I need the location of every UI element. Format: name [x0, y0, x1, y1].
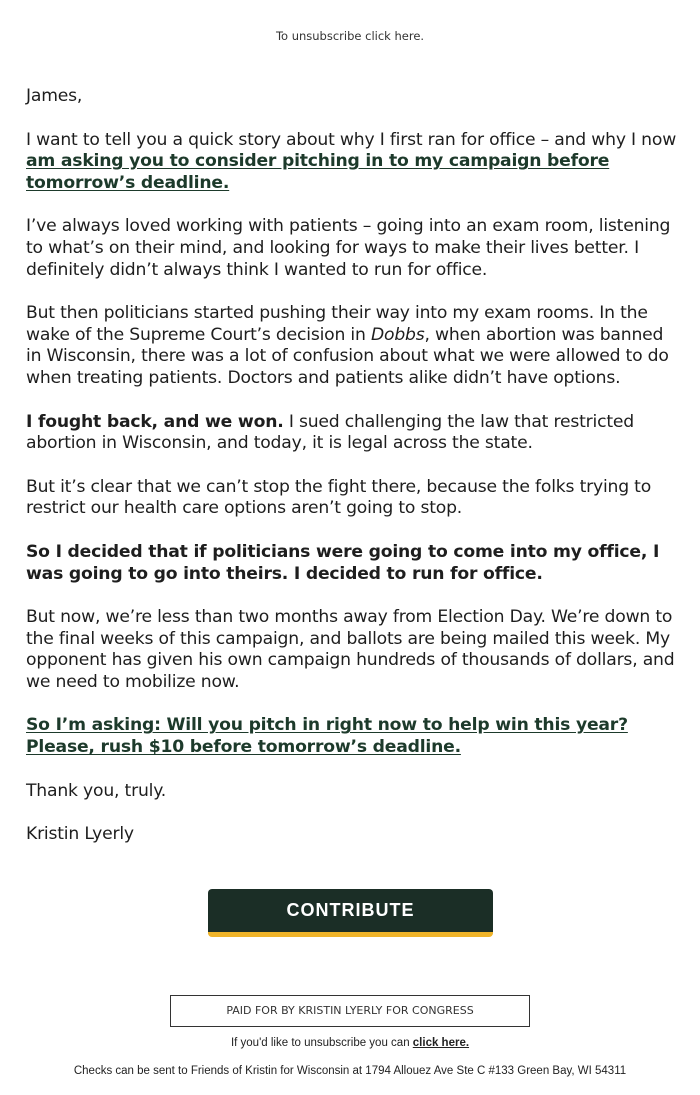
contribute-button[interactable]: CONTRIBUTE: [208, 889, 493, 937]
greeting: James,: [26, 86, 83, 106]
paragraph-patients: I’ve always loved working with patients – going into an exam room, listening to what’s on their mind, and looking for ways to make their lives better. I definitely didn’t always think I wanted to run for office.: [26, 216, 671, 280]
donate-link-intro[interactable]: am asking you to consider pitching in to my campaign before tomorrow’s deadline.: [26, 151, 610, 193]
paragraph-ask: [26, 715, 678, 758]
paragraph-decided: So I decided that if politicians were going to come into my office, I was going to go into theirs. I decided to run for office.: [26, 541, 660, 584]
top-unsubscribe: [0, 29, 700, 43]
donate-link-ask[interactable]: So I’m asking: Will you pitch in right now to help win this year? Please, rush $10 before tomorrow’s deadline.: [26, 715, 628, 758]
footer-unsubscribe-text: If you'd like to unsubscribe you can: [230, 1037, 413, 1049]
footer-unsubscribe: [0, 1037, 700, 1049]
dobbs-text-after: , when abortion was banned in Wisconsin, there was a lot of confusion about what we were allowed to do when treating patients. Doctors and patients alike didn’t have options.: [26, 324, 669, 388]
signature: Kristin Lyerly: [26, 824, 134, 845]
top-unsubscribe-link[interactable]: To unsubscribe click here.: [275, 29, 425, 43]
intro-text: I want to tell you a quick story about why I first ran for office – and why I now: [26, 129, 677, 150]
paragraph-dobbs: [26, 303, 678, 389]
mailing-address: Checks can be sent to Friends of Kristin for Wisconsin at 1794 Allouez Ave Ste C #133 Green Bay, WI 54311: [73, 1065, 627, 1077]
footer-unsubscribe-link[interactable]: click here.: [412, 1037, 470, 1049]
fought-back-rest: I sued challenging the law that restricted abortion in Wisconsin, and today, it is legal across the state.: [26, 411, 634, 454]
paragraph-clear: But it’s clear that we can’t stop the fight there, because the folks trying to restrict our health care options aren’t going to stop.: [26, 476, 652, 519]
paragraph-fought-back: [26, 412, 678, 455]
dobbs-italic: Dobbs: [370, 324, 425, 345]
paragraph-intro: [26, 130, 678, 195]
paid-for-disclaimer: PAID FOR BY KRISTIN LYERLY FOR CONGRESS: [170, 995, 530, 1027]
fought-back-bold: I fought back, and we won.: [26, 411, 284, 432]
paragraph-election: But now, we’re less than two months away from Election Day. We’re down to the final weeks of this campaign, and ballots are being mailed this week. My opponent has given his own campaign hundreds of thousands of dollars, and we need to mobilize now.: [26, 607, 675, 692]
dobbs-text-before: But then politicians started pushing their way into my exam rooms. In the wake of the Supreme Court’s decision in: [26, 303, 648, 345]
closing: Thank you, truly.: [26, 780, 166, 801]
email-body: [26, 86, 678, 846]
